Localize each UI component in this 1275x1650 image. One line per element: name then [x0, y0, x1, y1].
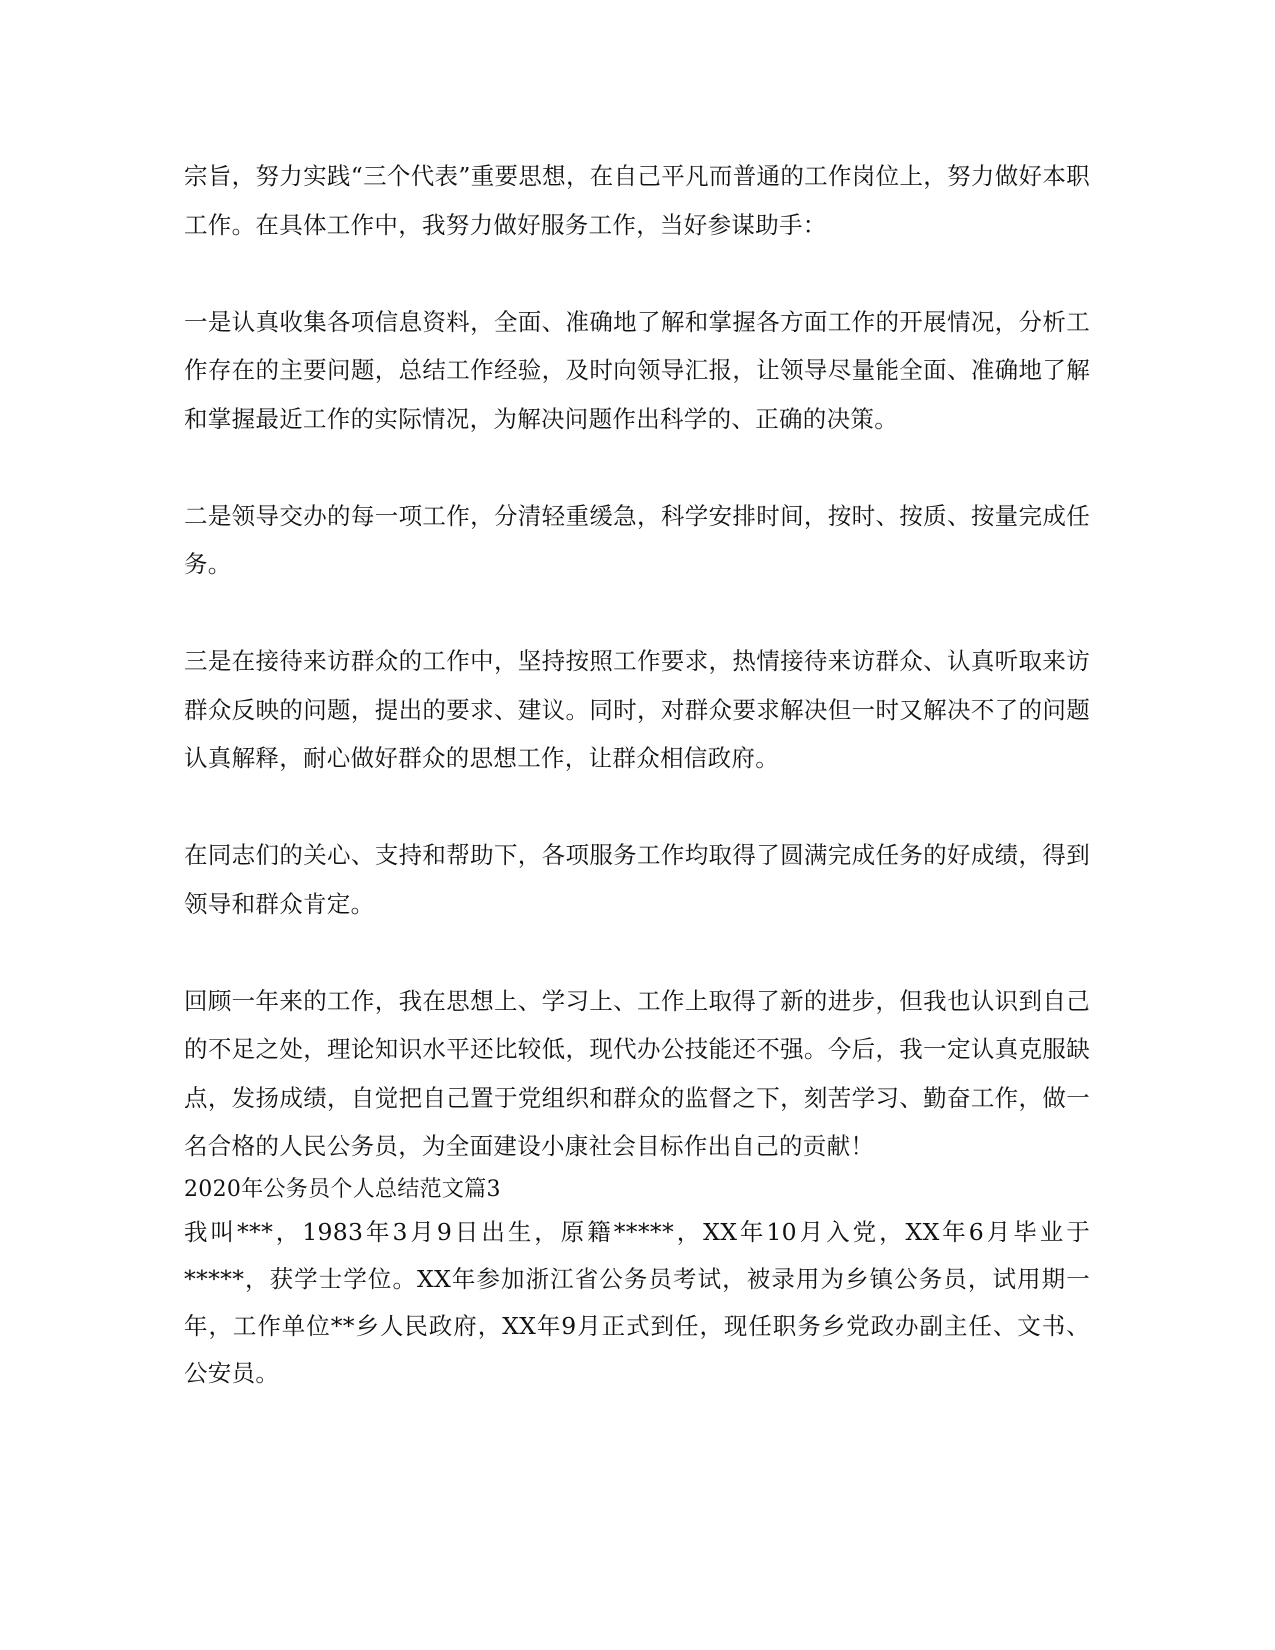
paragraph-5: 在同志们的关心、支持和帮助下，各项服务工作均取得了圆满完成任务的好成绩，得到领导和群众肯定。 [184, 841, 1090, 918]
paragraph-1: 宗旨，努力实践“三个代表”重要思想，在自己平凡而普通的工作岗位上，努力做好本职工作。在具体工作中，我努力做好服务工作，当好参谋助手： [184, 162, 1090, 239]
paragraph-2: 一是认真收集各项信息资料，全面、准确地了解和掌握各方面工作的开展情况，分析工作存在的主要问题，总结工作经验，及时向领导汇报，让领导尽量能全面、准确地了解和掌握最近工作的实际情况，为解决问题作出科学的、正确的决策。 [184, 307, 1090, 433]
paragraph-7: 我叫***，1983年3月9日出生，原籍*****，XX年10月入党，XX年6月毕业于*****，获学士学位。XX年参加浙江省公务员考试，被录用为乡镇公务员，试用期一年，工作单位**乡人民政府，XX年9月正式到任，现任职务乡党政办副主任、文书、公安员。 [184, 1217, 1090, 1387]
paragraph-6: 回顾一年来的工作，我在思想上、学习上、工作上取得了新的进步，但我也认识到自己的不足之处，理论知识水平还比较低，现代办公技能还不强。今后，我一定认真克服缺点，发扬成绩，自觉把自己置于党组织和群众的监督之下，刻苦学习、勤奋工作，做一名合格的人民公务员，为全面建设小康社会目标作出自己的贡献！ [184, 986, 1090, 1160]
document-body [184, 152, 1090, 1397]
paragraph-4: 三是在接待来访群众的工作中，坚持按照工作要求，热情接待来访群众、认真听取来访群众反映的问题，提出的要求、建议。同时，对群众要求解决但一时又解决不了的问题认真解释，耐心做好群众的思想工作，让群众相信政府。 [184, 647, 1090, 772]
section-heading: 2020年公务员个人总结范文篇3 [184, 1176, 501, 1202]
paragraph-3: 二是领导交办的每一项工作，分清轻重缓急，科学安排时间，按时、按质、按量完成任务。 [184, 501, 1090, 578]
